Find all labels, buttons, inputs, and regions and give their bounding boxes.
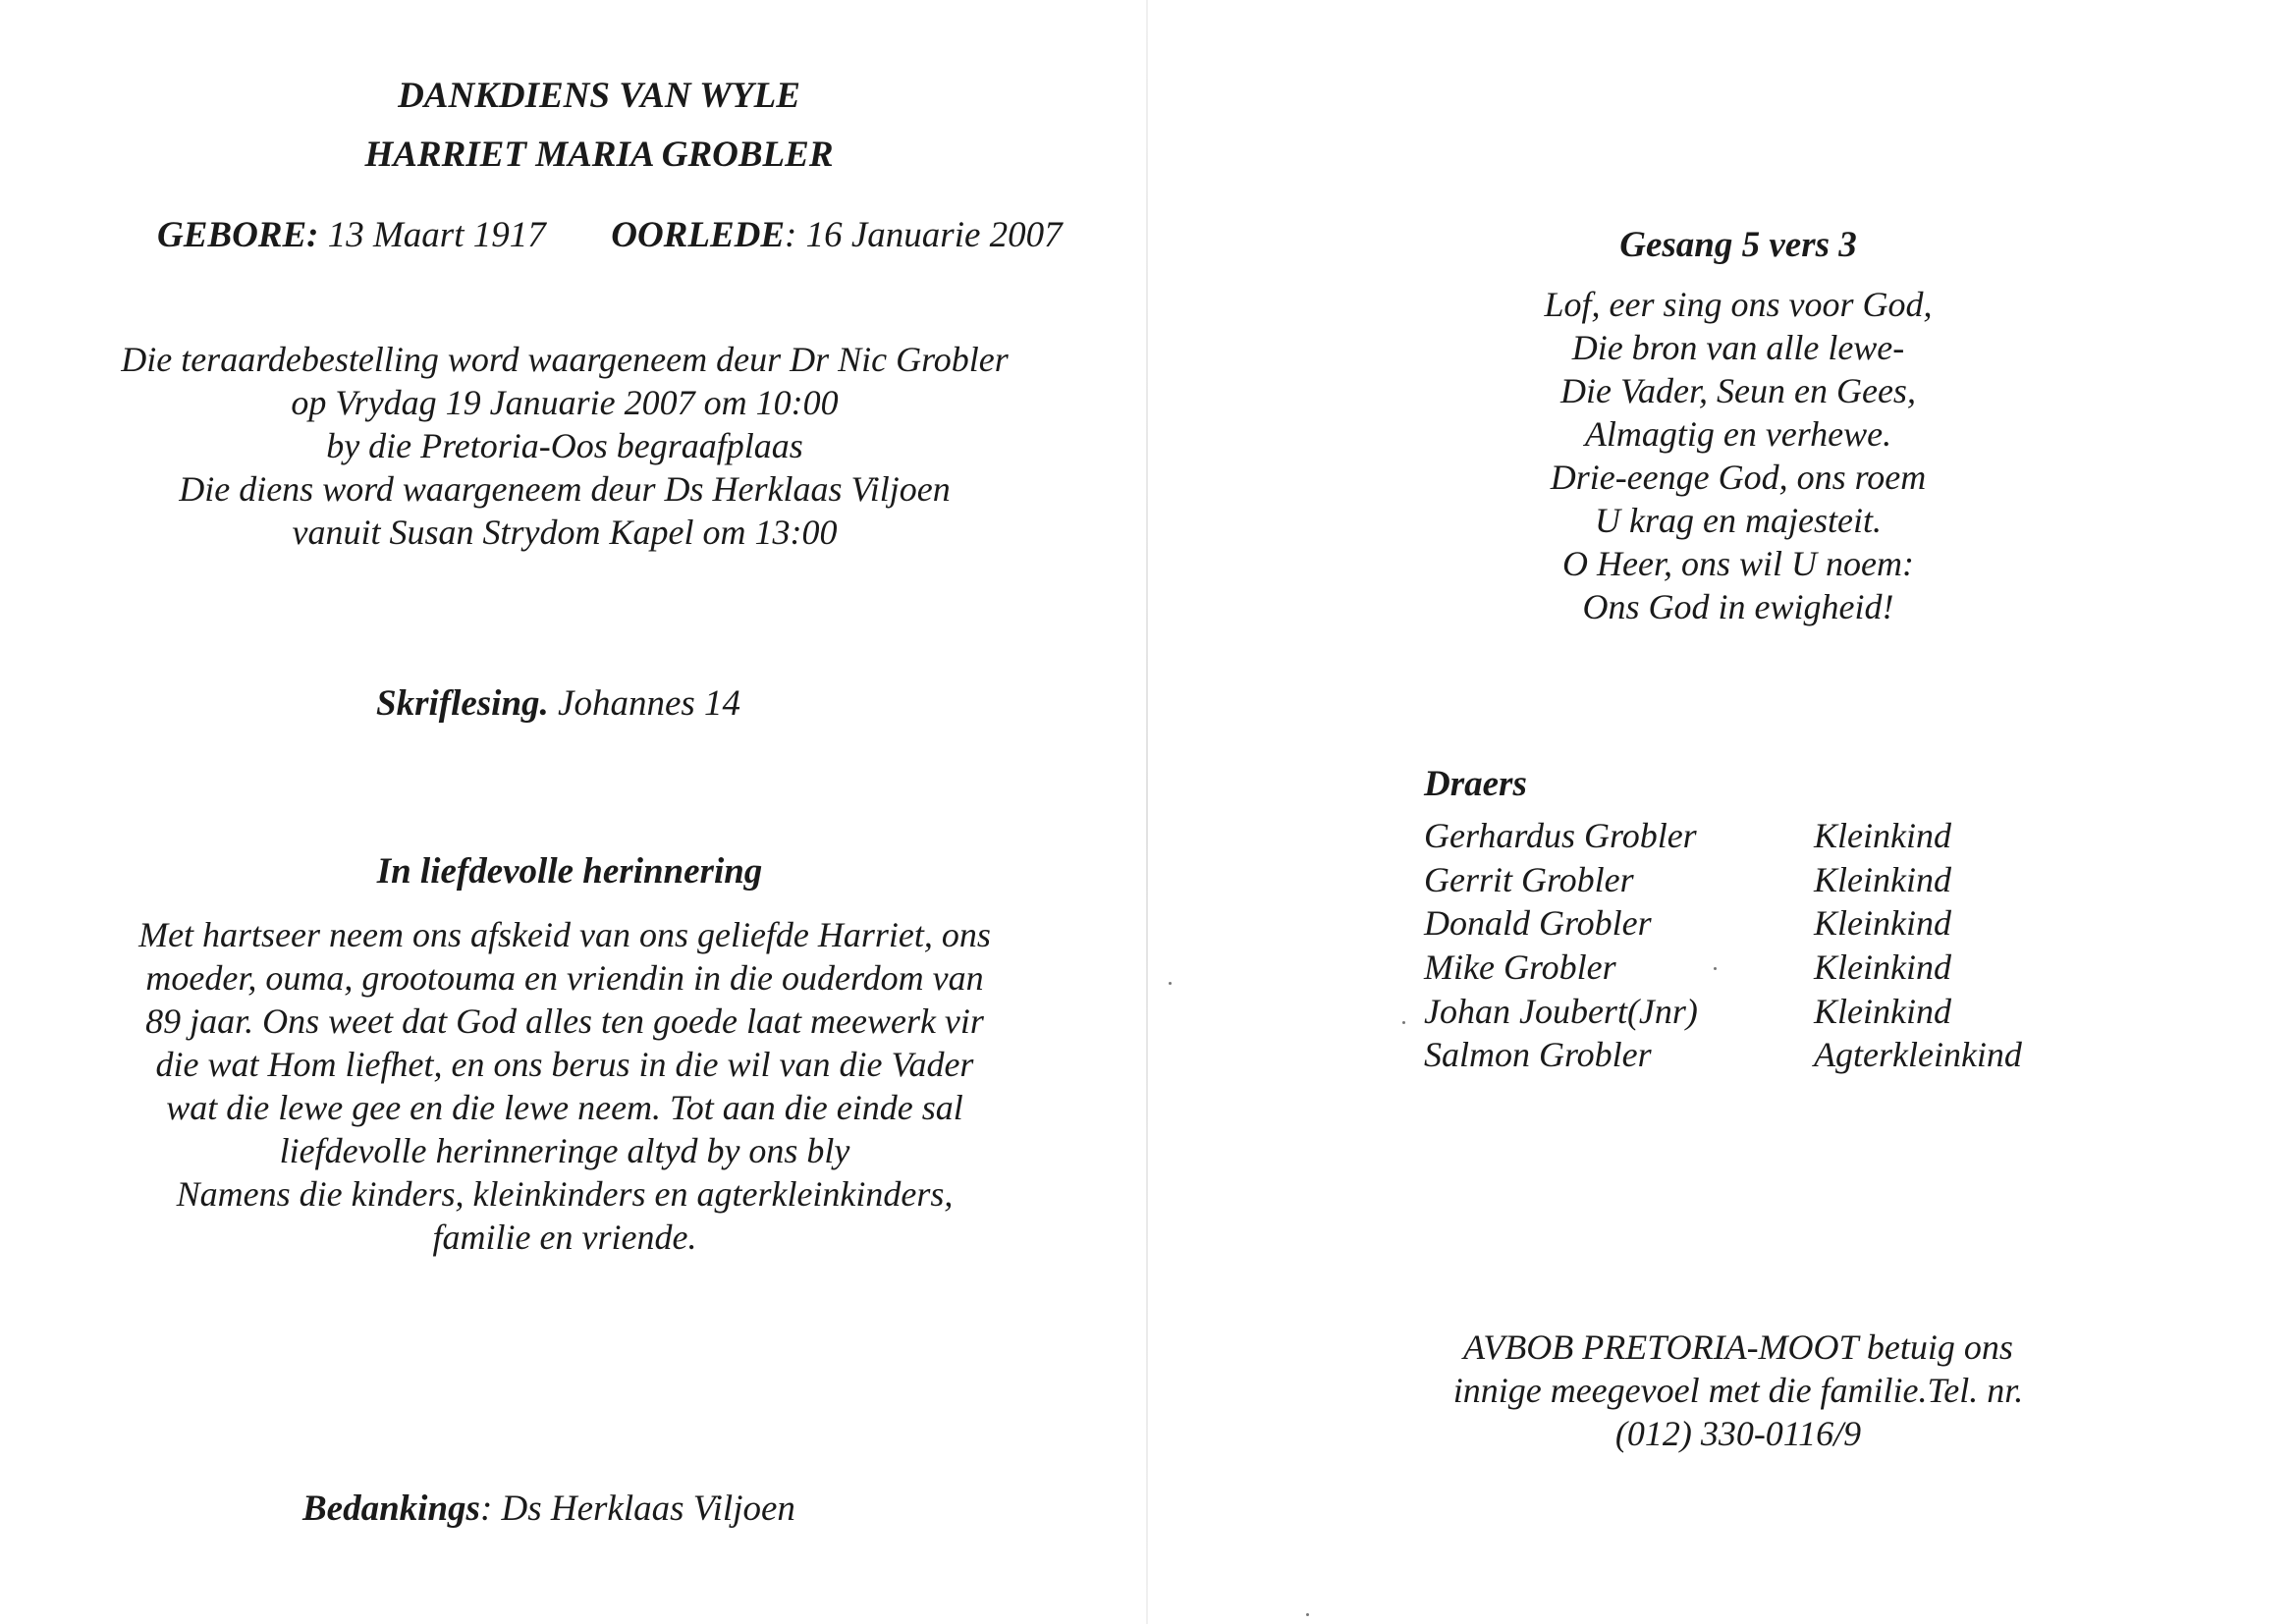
memorial-line: familie en vriende. <box>432 1218 697 1257</box>
hymn-line: Die Vader, Seun en Gees, <box>1560 371 1916 410</box>
memorial-line: Namens die kinders, kleinkinders en agterkleinkinders, <box>176 1174 954 1214</box>
bearer-row <box>1424 814 2022 858</box>
hymn-line: Almagtig en verhewe. <box>1584 414 1892 454</box>
scan-speck <box>1169 982 1172 985</box>
hymn-line: Die bron van alle lewe- <box>1571 328 1905 367</box>
service-line: Die teraardebestelling word waargeneem deur Dr Nic Grobler <box>121 340 1009 379</box>
scripture-reading <box>376 682 740 725</box>
bearer-name: Gerhardus Grobler <box>1424 816 1697 856</box>
died-date: 16 Januarie 2007 <box>805 215 1063 255</box>
memorial-line: liefdevolle herinneringe altyd by ons bly <box>279 1131 850 1170</box>
bearer-row <box>1424 946 2022 990</box>
bearer-row <box>1424 989 2022 1033</box>
bearer-row <box>1424 901 2022 946</box>
scan-speck <box>1402 1021 1405 1024</box>
bearer-name: Salmon Grobler <box>1424 1035 1652 1075</box>
title-line-1: DANKDIENS VAN WYLE <box>398 76 800 116</box>
bearers-table <box>1424 814 2022 1077</box>
bearer-name: Donald Grobler <box>1424 903 1652 944</box>
page-fold-divider <box>1146 0 1148 1624</box>
footer-line: innige meegevoel met die familie.Tel. nr. <box>1452 1371 2024 1410</box>
service-details <box>69 338 1061 554</box>
memorial-line: die wat Hom liefhet, en ons berus in die wil van die Vader <box>155 1045 974 1084</box>
bearer-name: Johan Joubert(Jnr) <box>1424 991 1698 1031</box>
reading-label: Skriflesing. <box>376 683 549 724</box>
bearers-heading: Draers <box>1424 764 1527 804</box>
thanks-colon: : <box>479 1489 493 1529</box>
footer-line: (012) 330-0116/9 <box>1614 1414 1862 1453</box>
bearer-row <box>1424 1033 2022 1077</box>
service-line: Die diens word waargeneem deur Ds Herklaas Viljoen <box>179 469 951 509</box>
service-line: by die Pretoria-Oos begraafplaas <box>326 426 803 465</box>
bearer-row <box>1424 858 2022 902</box>
memorial-heading: In liefdevolle herinnering <box>376 851 763 892</box>
hymn-line: U krag en majesteit. <box>1595 501 1882 540</box>
bearer-relation: Kleinkind <box>1814 991 1951 1031</box>
footer-line: AVBOB PRETORIA-MOOT betuig ons <box>1463 1327 2013 1367</box>
hymn-line: Lof, eer sing ons voor God, <box>1544 285 1933 324</box>
hymn-title: Gesang 5 vers 3 <box>1619 225 1857 265</box>
died-label: OORLEDE <box>611 215 786 255</box>
hymn-line: Ons God in ewigheid! <box>1582 587 1894 626</box>
bearer-name: Gerrit Grobler <box>1424 859 1634 899</box>
hymn-line: O Heer, ons wil U noem: <box>1562 544 1914 583</box>
scan-speck <box>1306 1613 1309 1616</box>
hymn-line: Drie-eenge God, ons roem <box>1550 458 1927 497</box>
memorial-line: wat die lewe gee en die lewe neem. Tot aan die einde sal <box>166 1088 963 1127</box>
bearer-relation: Kleinkind <box>1814 816 1951 856</box>
thanks-row <box>302 1488 795 1530</box>
hymn-verse <box>1394 283 2082 628</box>
bearer-relation: Agterkleinkind <box>1814 1035 2022 1075</box>
service-line: vanuit Susan Strydom Kapel om 13:00 <box>292 513 838 552</box>
reading-text: Johannes 14 <box>558 683 741 724</box>
bearer-name: Mike Grobler <box>1424 947 1616 988</box>
memorial-line: 89 jaar. Ons weet dat God alles ten goede laat meewerk vir <box>145 1001 984 1041</box>
thanks-text: Ds Herklaas Viljoen <box>501 1489 795 1529</box>
bearer-relation: Kleinkind <box>1814 859 1951 899</box>
born-date: 13 Maart 1917 <box>327 215 546 255</box>
scan-speck <box>1714 967 1717 970</box>
left-panel-title <box>157 67 1041 185</box>
bearer-relation: Kleinkind <box>1814 947 1951 988</box>
memorial-text <box>69 913 1061 1259</box>
bearer-relation: Kleinkind <box>1814 903 1951 944</box>
thanks-label: Bedankings <box>302 1489 480 1529</box>
memorial-line: moeder, ouma, grootouma en vriendin in die ouderdom van <box>145 958 984 998</box>
funeral-home-note <box>1345 1326 2131 1455</box>
dates-row <box>157 214 1063 256</box>
service-line: op Vrydag 19 Januarie 2007 om 10:00 <box>291 383 839 422</box>
title-line-2: HARRIET MARIA GROBLER <box>364 135 834 175</box>
memorial-line: Met hartseer neem ons afskeid van ons geliefde Harriet, ons <box>138 915 991 954</box>
born-label: GEBORE: <box>157 215 319 255</box>
died-colon: : <box>785 215 797 255</box>
